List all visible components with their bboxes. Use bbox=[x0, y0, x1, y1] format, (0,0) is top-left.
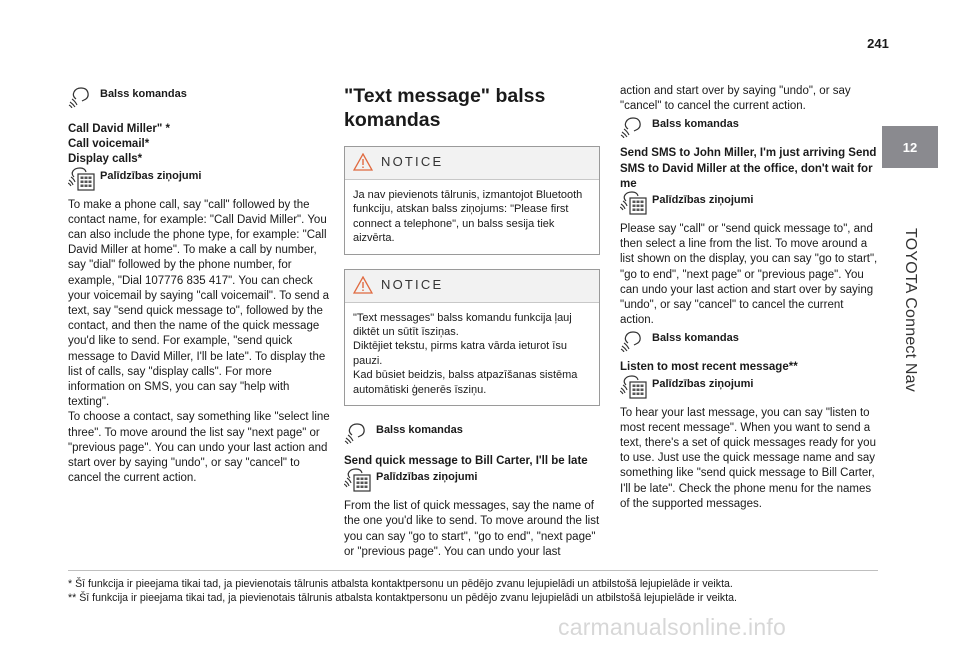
command-item: Call voicemail* bbox=[68, 138, 150, 151]
column-1 bbox=[68, 84, 330, 486]
speech-message-icon bbox=[620, 374, 652, 400]
voice-commands-row bbox=[620, 114, 878, 138]
help-messages-row bbox=[68, 166, 330, 192]
voice-command-icon bbox=[68, 84, 100, 108]
voice-commands-label: Balss komandas bbox=[652, 332, 739, 345]
continued-text: action and start over by saying "undo", or say "cancel" to cancel the current action. bbox=[620, 85, 851, 113]
command-item: Display calls* bbox=[68, 153, 143, 166]
voice-commands-row bbox=[68, 84, 330, 108]
footnote: * Šī funkcija ir pieejama tikai tad, ja pievienotais tālrunis atbalsta kontaktpersonu un pēdējo zvanu lejupielādi un atbilstošā lejupielāde ir veikta. bbox=[68, 578, 733, 590]
command-text: Send SMS to John Miller, I'm just arriving Send SMS to David Miller at the office, don't wait for me bbox=[620, 147, 877, 190]
help-text: Please say "call" or "send quick message to", and then select a line from the list. To move around a list shown on the display, you can say "go to start", "go to end", "next page" or "previous page". You can undo your last action and start over by saying "undo", or say "cancel" to cancel the current action. bbox=[620, 223, 878, 327]
voice-commands-row bbox=[620, 328, 878, 352]
notice-text: "Text messages" balss komandu funkcija ļauj diktēt un sūtīt īsziņas. Diktējiet tekstu, pirms katra vārda ieturot īsu pauzi. Kad būsiet beidzis, balss atpazīšanas sistēma automātiski ģenerēs īsziņu. bbox=[345, 302, 599, 405]
voice-command-icon bbox=[620, 114, 652, 138]
help-messages-row bbox=[620, 190, 878, 216]
notice-text: Ja nav pievienots tālrunis, izmantojot Bluetooth funkciju, atskan balss ziņojums: "Please first connect a telephone", un balss sesija tiek aizvērta. bbox=[345, 179, 599, 254]
warning-triangle-icon bbox=[353, 276, 373, 294]
notice-box bbox=[344, 146, 600, 255]
speech-message-icon bbox=[620, 190, 652, 216]
voice-command-icon bbox=[620, 328, 652, 352]
voice-command-icon bbox=[344, 420, 376, 444]
page-number: 241 bbox=[867, 36, 889, 51]
help-messages-label: Palīdzības ziņojumi bbox=[376, 471, 478, 484]
footnotes bbox=[68, 570, 878, 605]
column-3 bbox=[620, 84, 878, 512]
command-text: Send quick message to Bill Carter, I'll be late bbox=[344, 455, 588, 468]
command-text: Listen to most recent message** bbox=[620, 361, 798, 374]
notice-title: NOTICE bbox=[381, 154, 444, 170]
command-list bbox=[68, 122, 330, 168]
help-messages-label: Palīdzības ziņojumi bbox=[652, 194, 754, 207]
voice-commands-row bbox=[344, 420, 600, 444]
notice-title: NOTICE bbox=[381, 277, 444, 293]
voice-commands-label: Balss komandas bbox=[376, 424, 463, 437]
voice-commands-label: Balss komandas bbox=[652, 118, 739, 131]
help-messages-row bbox=[344, 467, 600, 493]
footnote: ** Šī funkcija ir pieejama tikai tad, ja pievienotais tālrunis atbalsta kontaktpersonu un pēdējo zvanu lejupielādi un atbilstošā lejupielāde ir veikta. bbox=[68, 592, 737, 604]
command-item: Call David Miller" * bbox=[68, 123, 170, 135]
speech-message-icon bbox=[68, 166, 100, 192]
help-messages-label: Palīdzības ziņojumi bbox=[652, 377, 754, 390]
watermark: carmanualsonline.info bbox=[558, 614, 786, 640]
chapter-tab[interactable]: 12 bbox=[882, 126, 938, 168]
chapter-side-label: TOYOTA Connect Nav bbox=[902, 228, 919, 392]
voice-commands-label: Balss komandas bbox=[100, 88, 187, 100]
help-text: From the list of quick messages, say the name of the one you'd like to send. To move around the list you can say "go to start", "go to end", "next page" or "previous page". You can undo your last bbox=[344, 500, 600, 558]
help-text: To make a phone call, say "call" followed by the contact name, for example: "Call David Miller". You can also include the phone type, for example: "Call David Miller at home". To make a call by number, say "dial" followed by the phone number, for example, "Dial 107776 835 417". You can check your voicemail by saying "call voicemail". To send a text, say "send quick message to", followed by the contact, and then the name of the quick message you'd like to send. For example, "send quick message to David Miller, I'll be late". To display the list of calls, say "display calls". For more information on SMS, you can say "help with texting". bbox=[68, 198, 330, 409]
help-text-continued: To choose a contact, say something like "select line three". To move around the list say "next page" or "previous page". You can undo your last action and start over by saying "undo", or say "cancel" to cancel the current action. bbox=[68, 411, 330, 485]
speech-message-icon bbox=[344, 467, 376, 493]
help-messages-label: Palīdzības ziņojumi bbox=[100, 169, 202, 182]
help-messages-row bbox=[620, 374, 878, 400]
column-2 bbox=[344, 84, 600, 560]
notice-box bbox=[344, 269, 600, 406]
section-heading: "Text message" balss komandas bbox=[344, 85, 546, 131]
warning-triangle-icon bbox=[353, 153, 373, 171]
help-text: To hear your last message, you can say "listen to most recent message". When you want to send a text, there's a set of quick messages ready for you to use. Just use the quick message name and say something like "send quick message to Bill Carter, I'll be late". Check the phone menu for the names of the supported messages. bbox=[620, 406, 876, 510]
